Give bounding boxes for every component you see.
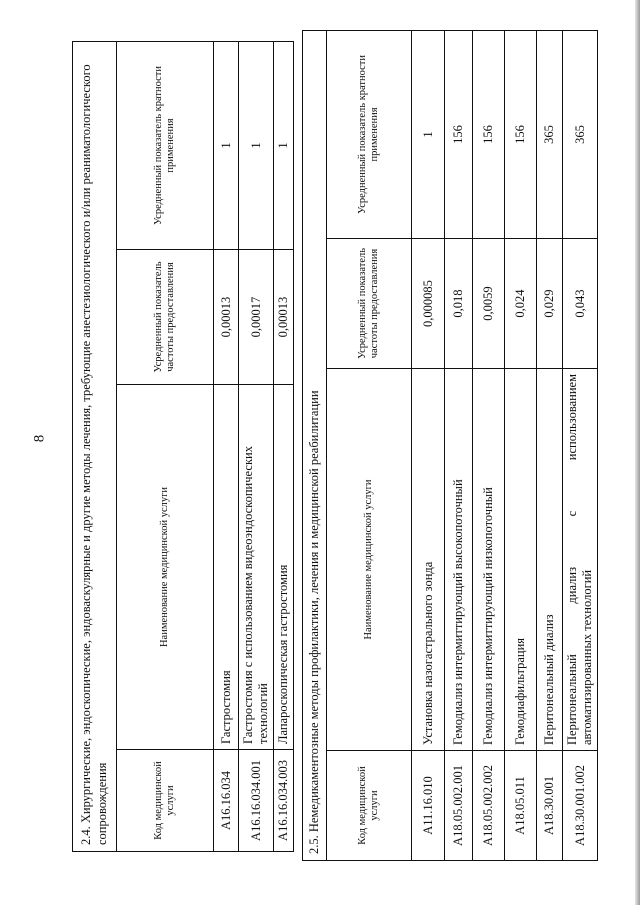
- cell-code: A16.16.034.003: [274, 750, 294, 852]
- cell-code: A18.30.001.002: [563, 751, 598, 861]
- cell-multiplicity: 156: [473, 30, 505, 238]
- table-row: [505, 30, 537, 860]
- column-header-code: Код медицинской услуги: [327, 751, 412, 861]
- scan-edge-shadow: [635, 0, 640, 905]
- column-header-frequency: Усредненный показатель частоты предоставления: [327, 239, 412, 369]
- name-word: использованием: [565, 374, 579, 461]
- cell-multiplicity: 1: [214, 42, 239, 250]
- section-title: 2.5. Немедикаментозные методы профилактики, лечения и медицинской реабилитации: [303, 30, 327, 860]
- cell-frequency: 0,029: [537, 239, 563, 369]
- cell-code: A11.16.010: [412, 751, 445, 861]
- table-row: [239, 42, 274, 852]
- cell-code: A18.30.001: [537, 751, 563, 861]
- table-row: [537, 30, 563, 860]
- name-word: Перитонеальный: [565, 654, 579, 745]
- cell-frequency: 0,0059: [473, 239, 505, 369]
- table-section-2-5: [302, 31, 595, 861]
- column-header-name: Наименование медицинской услуги: [117, 385, 214, 750]
- table-row: [445, 30, 473, 860]
- cell-name: Гемодиализ интермиттирующий низкопоточный: [473, 369, 505, 751]
- section-title: 2.4. Хирургические, эндоскопические, эндоваскулярные и другие методы лечения, требующие анестезиологического и/или реаниматологического сопровождения: [73, 42, 117, 852]
- cell-frequency: 0,00013: [274, 250, 294, 385]
- cell-multiplicity: 365: [537, 30, 563, 238]
- column-header-name: Наименование медицинской услуги: [327, 369, 412, 751]
- cell-frequency: 0,000085: [412, 239, 445, 369]
- table-row: [412, 30, 445, 860]
- cell-name-line-2: автоматизированных технологий: [580, 569, 594, 745]
- column-header-multiplicity: Усредненный показатель кратности применения: [117, 42, 214, 250]
- cell-frequency: 0,043: [563, 239, 598, 369]
- cell-name: Гастростомия с использованием видеоэндоскопических технологий: [239, 385, 274, 750]
- name-word: с: [565, 510, 579, 517]
- cell-multiplicity: 156: [505, 30, 537, 238]
- cell-multiplicity: 1: [239, 42, 274, 250]
- cell-code: A16.16.034.001: [239, 750, 274, 852]
- table-row: [274, 42, 294, 852]
- cell-frequency: 0,00017: [239, 250, 274, 385]
- cell-code: A18.05.011: [505, 751, 537, 861]
- cell-code: A18.05.002.002: [473, 751, 505, 861]
- cell-name: Гемодиализ интермиттирующий высокопоточный: [445, 369, 473, 751]
- cell-multiplicity: 1: [274, 42, 294, 250]
- column-header-multiplicity: Усредненный показатель кратности применения: [327, 30, 412, 238]
- cell-multiplicity: 1: [412, 30, 445, 238]
- cell-multiplicity: 365: [563, 30, 598, 238]
- cell-code: A16.16.034: [214, 750, 239, 852]
- cell-name-line-1: [565, 374, 580, 745]
- table-row: [473, 30, 505, 860]
- column-header-frequency: Усредненный показатель частоты предоставления: [117, 250, 214, 385]
- table-row: [214, 42, 239, 852]
- cell-name: Установка назогастрального зонда: [412, 369, 445, 751]
- name-word: диализ: [565, 566, 579, 604]
- cell-frequency: 0,018: [445, 239, 473, 369]
- cell-code: A18.05.002.001: [445, 751, 473, 861]
- table-row: [563, 30, 598, 860]
- table-section-2-4: [72, 42, 290, 852]
- cell-name: Гемодиафильтрация: [505, 369, 537, 751]
- cell-name: [563, 369, 598, 751]
- cell-multiplicity: 156: [445, 30, 473, 238]
- cell-frequency: 0,024: [505, 239, 537, 369]
- cell-name: Перитонеальный диализ: [537, 369, 563, 751]
- cell-frequency: 0,00013: [214, 250, 239, 385]
- cell-name: Лапароскопическая гастростомия: [274, 385, 294, 750]
- page-number: 8: [31, 434, 48, 443]
- cell-name: Гастростомия: [214, 385, 239, 750]
- column-header-code: Код медицинской услуги: [117, 750, 214, 852]
